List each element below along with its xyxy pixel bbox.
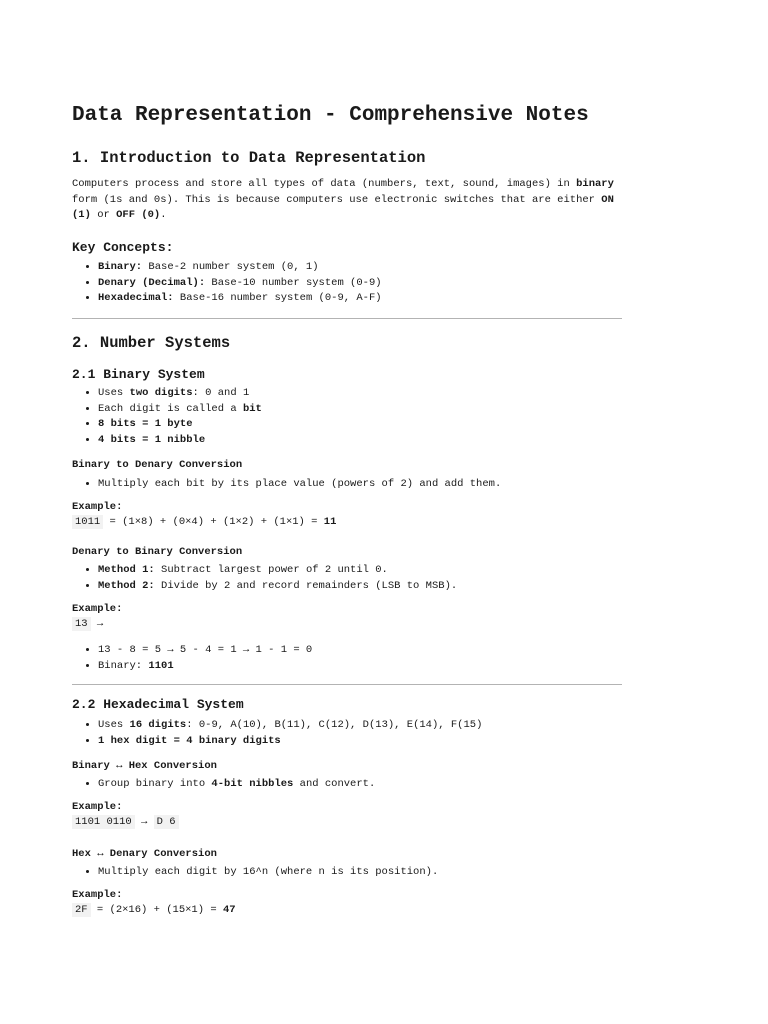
arrow-text: →: [90, 618, 104, 630]
page-title: Data Representation - Comprehensive Notes: [72, 104, 589, 127]
intro-paragraph: [72, 177, 624, 224]
arrow-text: →: [134, 816, 154, 828]
example-expression: = (2×16) + (15×1) =: [90, 904, 223, 916]
section-divider: [72, 684, 622, 685]
example-result: 11: [323, 516, 337, 528]
binary-hex-list: [72, 777, 375, 793]
intro-text-1: Computers process and store all types of data (numbers, text, sound, images) in: [72, 178, 577, 190]
inline-code: 1011: [72, 515, 103, 529]
list-item: [98, 718, 482, 734]
intro-text-4: .: [160, 209, 167, 221]
section-1-heading: 1. Introduction to Data Representation: [72, 149, 426, 167]
example-label: Example:: [72, 801, 123, 813]
hex-denary-heading: Hex ↔ Denary Conversion: [72, 848, 217, 860]
denary-to-binary-heading: Denary to Binary Conversion: [72, 546, 243, 558]
binary-hex-heading: Binary ↔ Hex Conversion: [72, 760, 217, 772]
hex-denary-list: [72, 865, 438, 881]
denary-to-binary-list: [72, 563, 457, 594]
item-bold: 4 bits = 1 nibble: [98, 433, 206, 446]
inline-code: 13: [72, 617, 91, 631]
method-label: Method 2:: [98, 579, 155, 592]
item-bold: 16 digits: [129, 719, 187, 731]
concept-desc: Base-16 number system (0-9, A-F): [173, 292, 382, 305]
hex-system-heading: 2.2 Hexadecimal System: [72, 697, 244, 712]
list-item: [98, 402, 262, 418]
concept-term: Denary (Decimal):: [98, 276, 206, 289]
item-text: Group binary into: [98, 778, 212, 790]
example-label: Example:: [72, 889, 123, 901]
inline-code: 1101 0110: [72, 815, 135, 829]
concept-term: Hexadecimal:: [98, 292, 174, 305]
hex-system-list: [72, 718, 482, 749]
method-text: Divide by 2 and record remainders (LSB to MSB).: [154, 579, 458, 592]
intro-bold-binary: binary: [576, 178, 614, 190]
example-line: [72, 618, 103, 630]
list-item: [98, 276, 382, 292]
list-item: [98, 563, 457, 579]
list-item: • Multiply each bit by its place value (powers of 2) and add them.: [98, 477, 501, 493]
list-item: • Multiply each digit by 16^n (where n is its position).: [98, 865, 438, 881]
denary-steps-list: [72, 643, 312, 674]
list-item: [98, 777, 375, 793]
list-item: [98, 659, 312, 675]
item-text: and convert.: [293, 778, 376, 790]
list-item: [98, 417, 262, 433]
concept-desc: Base-2 number system (0, 1): [142, 261, 319, 273]
list-item: [98, 260, 382, 276]
example-line: [72, 516, 336, 528]
concept-desc: Base-10 number system (0-9): [205, 276, 382, 289]
binary-system-list: [72, 386, 262, 448]
concept-term: Binary:: [98, 261, 143, 273]
item-bold: 8 bits = 1 byte: [98, 418, 193, 431]
example-expression: = (1×8) + (0×4) + (1×2) + (1×1) =: [103, 516, 324, 528]
item-bold: bit: [242, 402, 262, 415]
key-concepts-list: [72, 260, 382, 307]
intro-bold-on: ON (1): [72, 193, 614, 221]
binary-to-denary-heading: Binary to Denary Conversion: [72, 459, 243, 471]
method-text: Subtract largest power of 2 until 0.: [154, 564, 388, 576]
intro-bold-off: OFF (0): [116, 209, 161, 221]
list-item: [98, 291, 382, 307]
list-item: [98, 433, 262, 449]
example-line: [72, 904, 236, 916]
example-result: 47: [222, 904, 236, 916]
list-item: • 13 - 8 = 5 → 5 - 4 = 1 → 1 - 1 = 0: [98, 643, 312, 659]
section-divider: [72, 318, 622, 319]
intro-text-3: or: [90, 209, 117, 221]
item-bold: 1 hex digit = 4 binary digits: [98, 734, 281, 747]
binary-value: 1101: [148, 659, 174, 672]
binary-label: Binary:: [98, 659, 149, 672]
example-label: Example:: [72, 501, 123, 513]
key-concepts-heading: Key Concepts:: [72, 240, 174, 255]
list-item: [98, 386, 262, 402]
item-text: Each digit is called a: [98, 402, 243, 415]
intro-text-2: form (1s and 0s). This is because computers use electronic switches that are either: [72, 193, 602, 206]
inline-code: D 6: [154, 815, 179, 829]
binary-to-denary-list: [72, 477, 501, 493]
item-text: Uses: [98, 387, 130, 399]
inline-code: 2F: [72, 903, 91, 917]
item-bold: two digits: [129, 387, 193, 399]
list-item: [98, 579, 457, 595]
binary-system-heading: 2.1 Binary System: [72, 367, 205, 382]
section-2-heading: 2. Number Systems: [72, 334, 231, 352]
item-text: Uses: [98, 719, 130, 731]
example-line: [72, 816, 179, 828]
item-bold: 4-bit nibbles: [211, 778, 294, 790]
item-text: : 0-9, A(10), B(11), C(12), D(13), E(14), F(15): [186, 719, 483, 731]
item-text: : 0 and 1: [192, 387, 250, 399]
method-label: Method 1:: [98, 564, 155, 576]
example-label: Example:: [72, 603, 123, 615]
list-item: [98, 734, 482, 750]
